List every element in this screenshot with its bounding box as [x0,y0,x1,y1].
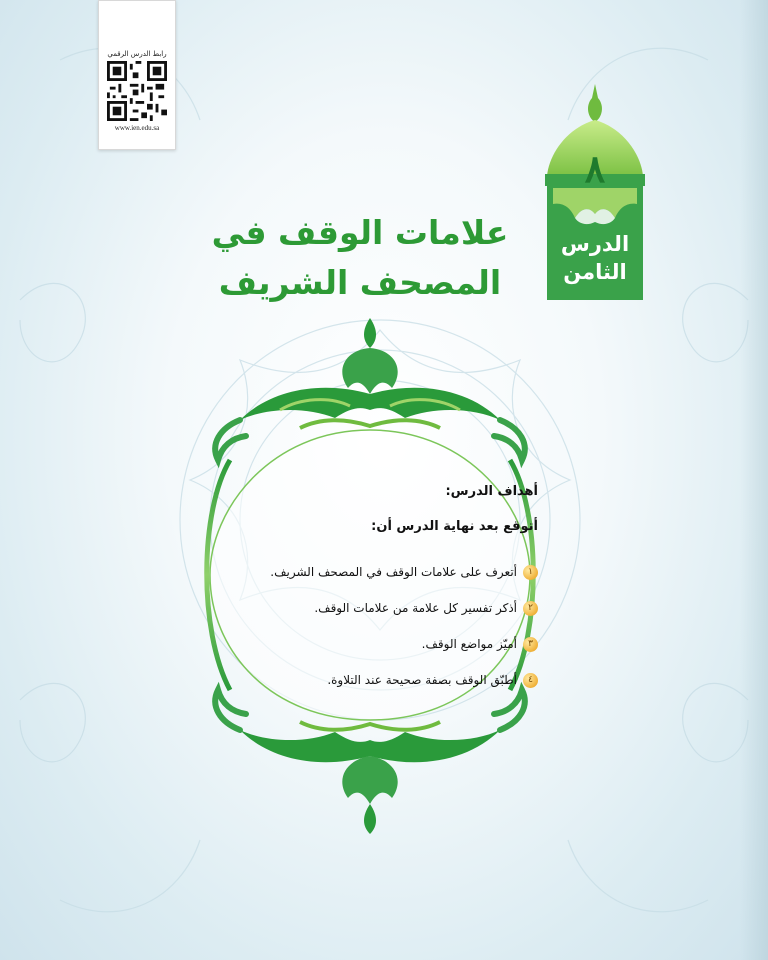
lesson-title [200,208,520,308]
objective-item [220,590,538,626]
qr-label: رابط الدرس الرقمي [107,50,167,58]
objectives-heading: أهداف الدرس: [445,484,538,499]
lesson-label [552,230,638,286]
objective-text: أميّز مواضع الوقف. [421,637,517,651]
number-bullet-icon: ٣ [523,637,538,652]
objective-item [220,554,538,590]
lesson-title-line1: علامات الوقف في [211,213,509,252]
lesson-objectives [220,484,538,698]
objectives-list [220,554,538,698]
objectives-intro: أتوقع بعد نهاية الدرس أن: [371,519,538,534]
objective-item [220,662,538,698]
lesson-number: ٨ [584,146,606,191]
page-edge-shadow [740,0,768,960]
qr-url: www.ien.edu.sa [114,124,160,132]
objective-text: أطبّق الوقف بصفة صحيحة عند التلاوة. [327,673,517,687]
lesson-label-line2: الثامن [563,260,627,284]
number-bullet-icon: ٢ [523,601,538,616]
qr-card[interactable] [98,0,176,150]
lesson-label-line1: الدرس [560,232,630,256]
number-bullet-icon: ١ [523,565,538,580]
number-bullet-icon: ٤ [523,673,538,688]
objective-text: أتعرف على علامات الوقف في المصحف الشريف. [270,565,517,579]
lesson-title-line2: المصحف الشريف [218,263,502,302]
qr-code-icon[interactable] [107,61,167,121]
objective-text: أذكر تفسير كل علامة من علامات الوقف. [314,601,517,615]
objective-item [220,626,538,662]
